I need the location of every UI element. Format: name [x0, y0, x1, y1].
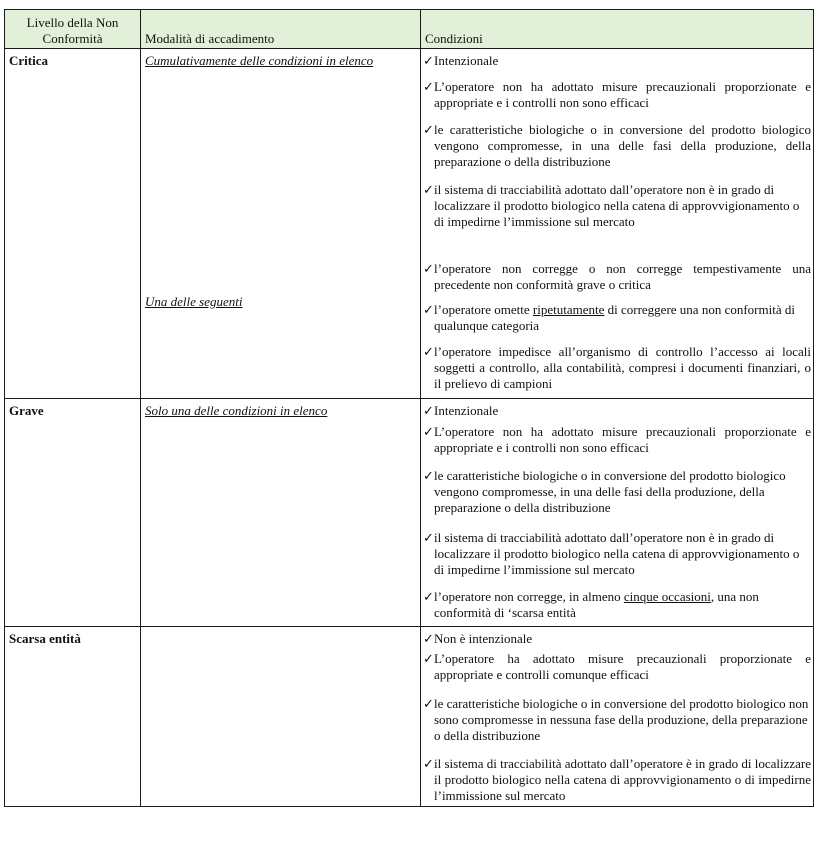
check-mark-icon: ✓	[423, 631, 434, 646]
level-cell: Critica	[5, 49, 141, 399]
conditions-cell	[421, 399, 814, 627]
header-mode: Modalità di accadimento	[141, 10, 421, 49]
mode-text: Solo una delle condizioni in elenco	[145, 403, 328, 418]
list-item: ✓ Intenzionale	[423, 399, 811, 424]
check-mark-icon: ✓	[423, 424, 434, 439]
mode-text: Cumulativamente delle condizioni in elenco	[145, 53, 374, 68]
header-conditions: Condizioni	[421, 10, 814, 49]
non-conformity-table	[4, 9, 814, 807]
list-item: ✓ l’operatore non corregge o non corregge tempestivamente una precedente non conformità grave o critica	[423, 261, 811, 302]
table-row	[5, 399, 814, 627]
list-item: ✓ Non è intenzionale	[423, 627, 811, 651]
conditions-cell	[421, 627, 814, 807]
header-level: Livello della Non Conformità	[5, 10, 141, 49]
table-row	[5, 627, 814, 807]
check-mark-icon: ✓	[423, 53, 434, 68]
check-mark-icon: ✓	[423, 530, 434, 545]
list-item: ✓ il sistema di tracciabilità adottato dall’operatore è in grado di localizzare il prodotto biologico nella catena di approvvigionamento o di impedirne l’immissione sul mercato	[423, 756, 811, 806]
check-mark-icon: ✓	[423, 122, 434, 137]
list-item: ✓ L’operatore non ha adottato misure precauzionali proporzionate e appropriate e i controlli non sono efficaci	[423, 424, 811, 468]
level-cell: Scarsa entità	[5, 627, 141, 807]
list-item: ✓ L’operatore ha adottato misure precauzionali proporzionate e appropriate e controlli comunque efficaci	[423, 651, 811, 696]
list-item: ✓ l’operatore omette ripetutamente di correggere una non conformità di qualunque categoria	[423, 302, 811, 344]
table-row	[5, 49, 814, 399]
level-cell: Grave	[5, 399, 141, 627]
check-mark-icon: ✓	[423, 696, 434, 711]
check-mark-icon: ✓	[423, 344, 434, 359]
check-mark-icon: ✓	[423, 756, 434, 771]
list-item: ✓ L’operatore non ha adottato misure precauzionali proporzionate e appropriate e i controlli non sono efficaci	[423, 79, 811, 122]
list-item: ✓ le caratteristiche biologiche o in conversione del prodotto biologico non sono compromesse in nessuna fase della produzione, della preparazione o della distribuzione	[423, 696, 811, 756]
list-item: ✓ l’operatore impedisce all’organismo di controllo l’accesso ai locali soggetti a controllo, alla contabilità, compresi i documenti finanziari, o il prelievo di campioni	[423, 344, 811, 398]
header-row	[5, 10, 814, 49]
list-item: ✓ le caratteristiche biologiche o in conversione del prodotto biologico vengono compromesse, in una delle fasi della produzione, della preparazione o della distribuzione	[423, 468, 811, 530]
mode-cell	[141, 49, 421, 399]
list-item: ✓ Intenzionale	[423, 49, 811, 79]
list-item: ✓ l’operatore non corregge, in almeno cinque occasioni, una non conformità di ‘scarsa entità	[423, 589, 811, 626]
mode-cell	[141, 399, 421, 627]
conditions-cell	[421, 49, 814, 399]
check-mark-icon: ✓	[423, 261, 434, 276]
check-mark-icon: ✓	[423, 589, 434, 604]
mode-cell	[141, 627, 421, 807]
list-item: ✓ le caratteristiche biologiche o in conversione del prodotto biologico vengono compromesse, in una delle fasi della produzione, della preparazione o della distribuzione	[423, 122, 811, 182]
check-mark-icon: ✓	[423, 403, 434, 418]
list-item: ✓ il sistema di tracciabilità adottato dall’operatore non è in grado di localizzare il prodotto biologico nella catena di approvvigionamento o di impedirne l’immissione sul mercato	[423, 182, 811, 261]
mode-text: Una delle seguenti	[145, 294, 243, 309]
check-mark-icon: ✓	[423, 79, 434, 94]
check-mark-icon: ✓	[423, 302, 434, 317]
check-mark-icon: ✓	[423, 468, 434, 483]
check-mark-icon: ✓	[423, 182, 434, 197]
check-mark-icon: ✓	[423, 651, 434, 666]
list-item: ✓ il sistema di tracciabilità adottato dall’operatore non è in grado di localizzare il prodotto biologico nella catena di approvvigionamento o di impedirne l’immissione sul mercato	[423, 530, 811, 589]
